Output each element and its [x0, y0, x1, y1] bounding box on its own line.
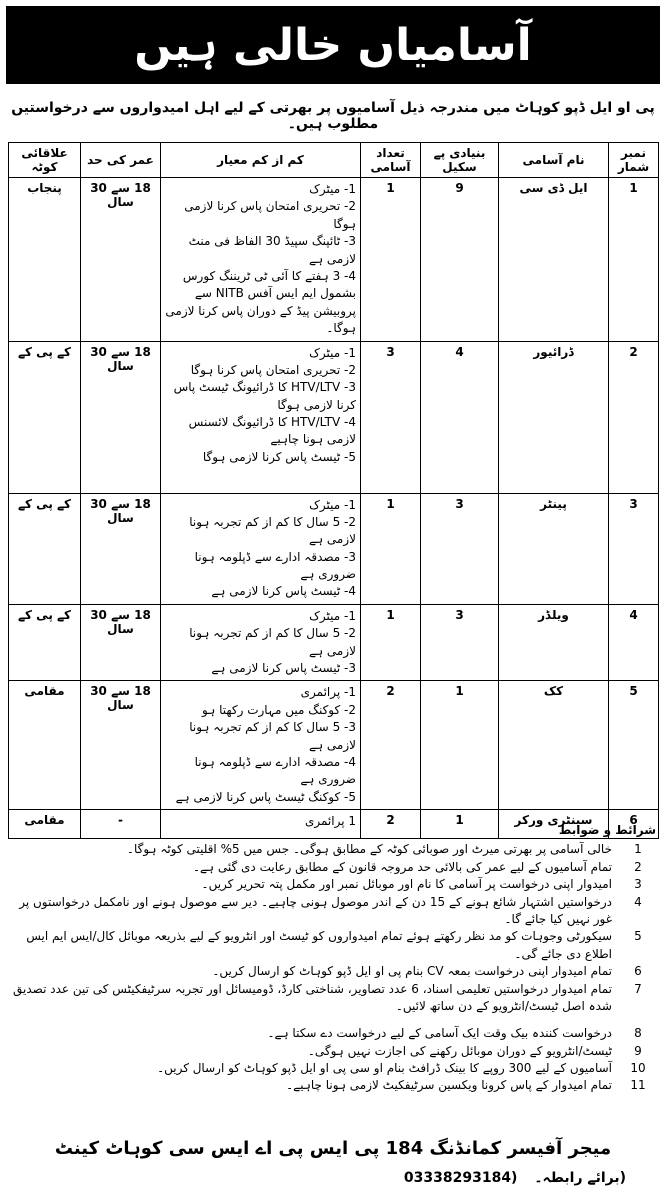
cell-serial: 5 [609, 681, 659, 810]
cell-age: 18 سے 30 سال [81, 493, 161, 604]
intro-text: پی او ایل ڈپو کوہاٹ میں مندرجہ ذیل آسامیوں پر بھرتی کے لیے اہل امیدواروں سے درخواستیں مطلوب ہیں۔ [11, 100, 655, 132]
table-row [9, 681, 659, 810]
criteria-line: 2- تحریری امتحان پاس کرنا لازمی ہوگا [184, 199, 356, 231]
criteria-line: 4- مصدقہ ادارے سے ڈپلومہ ہونا ضروری ہے [194, 754, 356, 787]
criteria-line: 4- HTV/LTV کا ڈرائیونگ لائسنس لازمی ہونا چاہیے [188, 415, 356, 447]
header-age: عمر کی حد [81, 143, 161, 178]
term-item [10, 1060, 656, 1077]
header-serial: نمبر شمار [609, 143, 659, 178]
cell-quota: مقامی [9, 810, 81, 839]
term-text: خالی آسامی پر بھرتی میرٹ اور صوبائی کوٹہ کے مطابق ہوگی۔ جس میں 5% اقلیتی کوٹہ ہوگا۔ [126, 842, 612, 857]
term-item [10, 1025, 656, 1042]
term-number: 2 [634, 859, 642, 874]
cell-criteria [161, 178, 361, 342]
cell-count: 1 [361, 493, 421, 604]
cell-serial: 2 [609, 341, 659, 493]
header-post: نام آسامی [499, 143, 609, 178]
criteria-line: 1 پرائمری [304, 814, 356, 829]
term-text: امیدوار اپنی درخواست پر آسامی کا نام اور موبائل نمبر اور مکمل پتہ تحریر کریں۔ [201, 877, 612, 892]
term-number: 6 [634, 964, 642, 979]
cell-scale: 1 [421, 810, 499, 839]
cell-quota: کے پی کے [9, 604, 81, 681]
title-banner: آسامیاں خالی ہیں [6, 6, 660, 84]
cell-post: سینٹری ورکر [499, 810, 609, 839]
term-number: 4 [634, 894, 642, 909]
cell-criteria [161, 341, 361, 493]
term-item [10, 963, 656, 980]
criteria-line: 3- ٹائپنگ سپیڈ 30 الفاظ فی منٹ لازمی ہے [188, 234, 356, 266]
criteria-line: 1- میٹرک [309, 182, 356, 196]
table-row [9, 178, 659, 342]
cell-post: کک [499, 681, 609, 810]
term-item [10, 928, 656, 963]
cell-count: 1 [361, 178, 421, 342]
cell-serial: 1 [609, 178, 659, 342]
table-row [9, 341, 659, 493]
cell-criteria [161, 604, 361, 681]
cell-age: 18 سے 30 سال [81, 604, 161, 681]
header-count: تعداد آسامی [361, 143, 421, 178]
term-item [10, 981, 656, 1016]
criteria-line: 5- کوکنگ ٹیسٹ پاس کرنا لازمی ہے [175, 789, 356, 804]
cell-count: 2 [361, 681, 421, 810]
criteria-line: 3- ٹیسٹ پاس کرنا لازمی ہے [211, 661, 356, 676]
criteria-line: 1- پرائمری [300, 685, 356, 700]
cell-serial: 3 [609, 493, 659, 604]
term-item [10, 1077, 656, 1094]
cell-age: 18 سے 30 سال [81, 681, 161, 810]
cell-serial: 4 [609, 604, 659, 681]
term-number: 9 [634, 1043, 642, 1058]
criteria-line: 3- مصدقہ ادارے سے ڈپلومہ ہونا ضروری ہے [194, 549, 356, 582]
criteria-line: 5- ٹیسٹ پاس کرنا لازمی ہوگا [202, 449, 356, 464]
term-number: 10 [630, 1061, 646, 1076]
criteria-line: 1- میٹرک [309, 345, 356, 360]
term-item [10, 876, 656, 893]
table-row [9, 493, 659, 604]
criteria-line: 2- 5 سال کا کم از کم تجربہ ہونا لازمی ہے [189, 514, 356, 547]
term-item [10, 859, 656, 876]
criteria-line: 3- HTV/LTV کا ڈرائیونگ ٹیسٹ پاس کرنا لازمی ہوگا [173, 380, 356, 412]
cell-count: 2 [361, 810, 421, 839]
cell-scale: 4 [421, 341, 499, 493]
criteria-line: 3- 5 سال کا کم از کم تجربہ ہونا لازمی ہے [189, 720, 356, 752]
term-number: 11 [630, 1078, 646, 1093]
term-text: تمام امیدوار کے پاس کرونا ویکسین سرٹیفکیٹ لازمی ہونا چاہیے۔ [286, 1078, 612, 1093]
cell-quota: مقامی [9, 681, 81, 810]
authority-signature: میجر آفیسر کمانڈنگ 184 پی ایس پی اے ایس سی کوہاٹ کینٹ [54, 1138, 612, 1159]
term-text: درخواست کنندہ بیک وقت ایک آسامی کے لیے درخواست دے سکتا ہے۔ [267, 1026, 612, 1041]
terms-section [10, 822, 656, 1095]
cell-scale: 3 [421, 604, 499, 681]
header-scale: بنیادی پے سکیل [421, 143, 499, 178]
cell-age: - [81, 810, 161, 839]
cell-post: ایل ڈی سی [499, 178, 609, 342]
cell-count: 1 [361, 604, 421, 681]
term-number: 5 [634, 929, 642, 944]
criteria-line: 4- ٹیسٹ پاس کرنا لازمی ہے [211, 584, 356, 599]
term-number: 1 [634, 842, 642, 857]
cell-post: پینٹر [499, 493, 609, 604]
criteria-line: 2- تحریری امتحان پاس کرنا ہوگا [190, 362, 356, 377]
cell-post: ڈرائیور [499, 341, 609, 493]
header-quota: علاقائی کوٹہ [9, 143, 81, 178]
cell-criteria [161, 681, 361, 810]
terms-spacer [10, 1015, 656, 1025]
cell-age: 18 سے 30 سال [81, 178, 161, 342]
cell-count: 3 [361, 341, 421, 493]
terms-heading: شرائط و ضوابط [558, 823, 656, 837]
cell-scale: 3 [421, 493, 499, 604]
contact-line [10, 1170, 656, 1186]
term-item [10, 841, 656, 858]
criteria-line: 1- میٹرک [309, 608, 356, 623]
term-text: آسامیوں کے لیے 300 روپے کا بینک ڈرافٹ بنام او سی پی او ایل ڈپو کوہاٹ کو ارسال کریں۔ [157, 1061, 612, 1076]
criteria-line: 2- 5 سال کا کم از کم تجربہ ہونا لازمی ہے [189, 626, 356, 658]
cell-quota: کے پی کے [9, 493, 81, 604]
criteria-line: 4- 3 ہفتے کا آئی ٹی ٹریننگ کورس بشمول ایم ایس آفس NITB سے پروبیشن پیڈ کے دوران پاس کرنا لازمی ہوگا۔ [165, 268, 356, 336]
term-item [10, 1043, 656, 1060]
cell-criteria [161, 493, 361, 604]
contact-phone: 03338293184) [403, 1170, 518, 1186]
header-criteria: کم از کم معیار [161, 143, 361, 178]
cell-quota: کے پی کے [9, 341, 81, 493]
terms-list [10, 841, 656, 1094]
term-item [10, 894, 656, 929]
term-text: سیکورٹی وجوہات کو مد نظر رکھتے ہوئے تمام امیدواروں کو ٹیسٹ اور انٹرویو کے لیے بذریعہ موبائل کال/ایس ایم ایس اطلاع دی جائے گی۔ [26, 929, 612, 961]
term-text: تمام امیدوار اپنی درخواست بمعہ CV بنام پی او ایل ڈپو کوہاٹ کو ارسال کریں۔ [212, 964, 612, 979]
cell-quota: پنجاب [9, 178, 81, 342]
criteria-line: 1- میٹرک [309, 497, 356, 512]
term-number: 8 [634, 1026, 642, 1041]
term-text: تمام آسامیوں کے لیے عمر کی بالائی حد مروجہ قانون کے مطابق رعایت دی گئی ہے۔ [192, 859, 612, 874]
term-number: 3 [634, 877, 642, 892]
contact-label: (برائے رابطہ۔ [534, 1170, 626, 1186]
term-text: درخواستیں اشتہار شائع ہونے کے 15 دن کے اندر موصول ہونی چاہیے۔ دیر سے موصول ہونے اور نامکمل درخواستوں پر غور نہیں کیا جائے گا۔ [19, 894, 612, 926]
criteria-line: 2- کوکنگ میں مہارت رکھتا ہو [202, 702, 356, 717]
cell-scale: 9 [421, 178, 499, 342]
term-number: 7 [634, 981, 642, 996]
term-text: تمام امیدوار درخواستیں تعلیمی اسناد، 6 عدد تصاویر، شناختی کارڈ، ڈومیسائل اور تجربہ سرٹیفکیٹس کی تین عدد تصدیق شدہ اصل ٹیسٹ/انٹرویو کے دن ساتھ لائیں۔ [13, 981, 612, 1013]
table-row [9, 604, 659, 681]
cell-scale: 1 [421, 681, 499, 810]
table-header-row [9, 143, 659, 178]
cell-age: 18 سے 30 سال [81, 341, 161, 493]
vacancies-table [8, 142, 659, 839]
cell-serial: 6 [609, 810, 659, 839]
term-text: ٹیسٹ/انٹرویو کے دوران موبائل رکھنے کی اجازت نہیں ہوگی۔ [307, 1043, 612, 1058]
cell-post: ویلڈر [499, 604, 609, 681]
